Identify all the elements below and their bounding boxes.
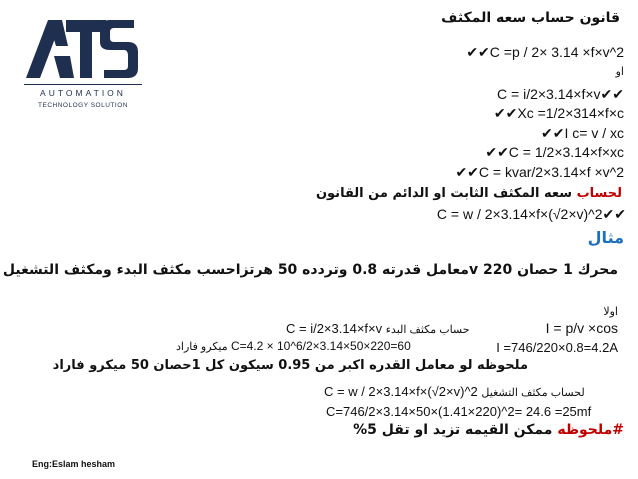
motor-problem: محرك 1 حصان 220 vمعامل قدرته 0.8 وتردده 50 هرتزاحسب مكثف البدء ومكثف التشغيل	[2, 262, 618, 278]
logo-subtitle-1: AUTOMATION	[40, 88, 126, 98]
power-factor-note: ملحوظه لو معامل القدره اكبر من 0.95 سيكون كل 1حصان 50 ميكرو فاراد	[52, 358, 528, 373]
fixed-formula: C = w / 2×3.14×f×(√2×v)^2✔✔	[436, 206, 626, 222]
page-title: قانون حساب سعه المكثف	[441, 10, 620, 26]
logo-subtitle-2: TECHNOLOGY SOLUTION	[38, 102, 128, 109]
fixed-title-rest: سعه المكثف الثابت او الدائم من القانون	[315, 186, 577, 201]
formula-5: ✔✔C = 1/2×3.14×f×xc	[485, 144, 624, 160]
author-credit: Eng:Eslam hesham	[32, 459, 116, 469]
final-note-hash: #ملحوظه	[557, 422, 624, 438]
formula-4: ✔✔I c= v / xc	[541, 125, 624, 141]
fixed-capacitor-title	[316, 186, 622, 202]
formula-1: ✔✔C =p / 2× 3.14 ×f×v^2	[466, 44, 624, 60]
ats-logo-icon	[20, 6, 146, 118]
company-logo	[20, 6, 146, 118]
start-calc-line	[176, 339, 411, 353]
start-capacitor-line	[286, 321, 470, 336]
final-note	[353, 422, 624, 438]
current-value: I =746/220×0.8=4.2A	[496, 340, 618, 355]
or-label: او	[615, 65, 624, 78]
first-label: اولا	[603, 305, 618, 318]
fixed-title-prefix: لحساب	[576, 186, 622, 201]
run-calc: C=746/2×3.14×50×(1.41×220)^2= 24.6 =25mf	[326, 404, 592, 419]
run-formula: C = w / 2×3.14×f×(√2×v)^2	[324, 384, 478, 399]
start-formula: C = i/2×3.14×f×v	[286, 321, 383, 336]
run-label: لحساب مكثف التشغيل	[481, 387, 585, 399]
run-capacitor-line	[324, 384, 585, 399]
start-calc: C=4.2 × 10^6/2×3.14×50×220=60	[230, 339, 411, 353]
current-formula: I = p/v ×cos	[545, 320, 618, 336]
start-label: حساب مكثف البدء	[385, 324, 470, 336]
formula-3: ✔✔Xc =1/2×314×f×c	[493, 105, 624, 121]
start-unit: ميكرو فاراد	[176, 341, 228, 353]
formula-6: ✔✔C = kvar/2×3.14×f ×v^2	[455, 164, 624, 180]
example-heading: مثال	[587, 228, 624, 247]
formula-2: C = i/2×3.14×f×v✔✔	[497, 86, 624, 102]
final-note-rest: ممكن القيمه تزيد او تقل 5%	[353, 422, 558, 438]
